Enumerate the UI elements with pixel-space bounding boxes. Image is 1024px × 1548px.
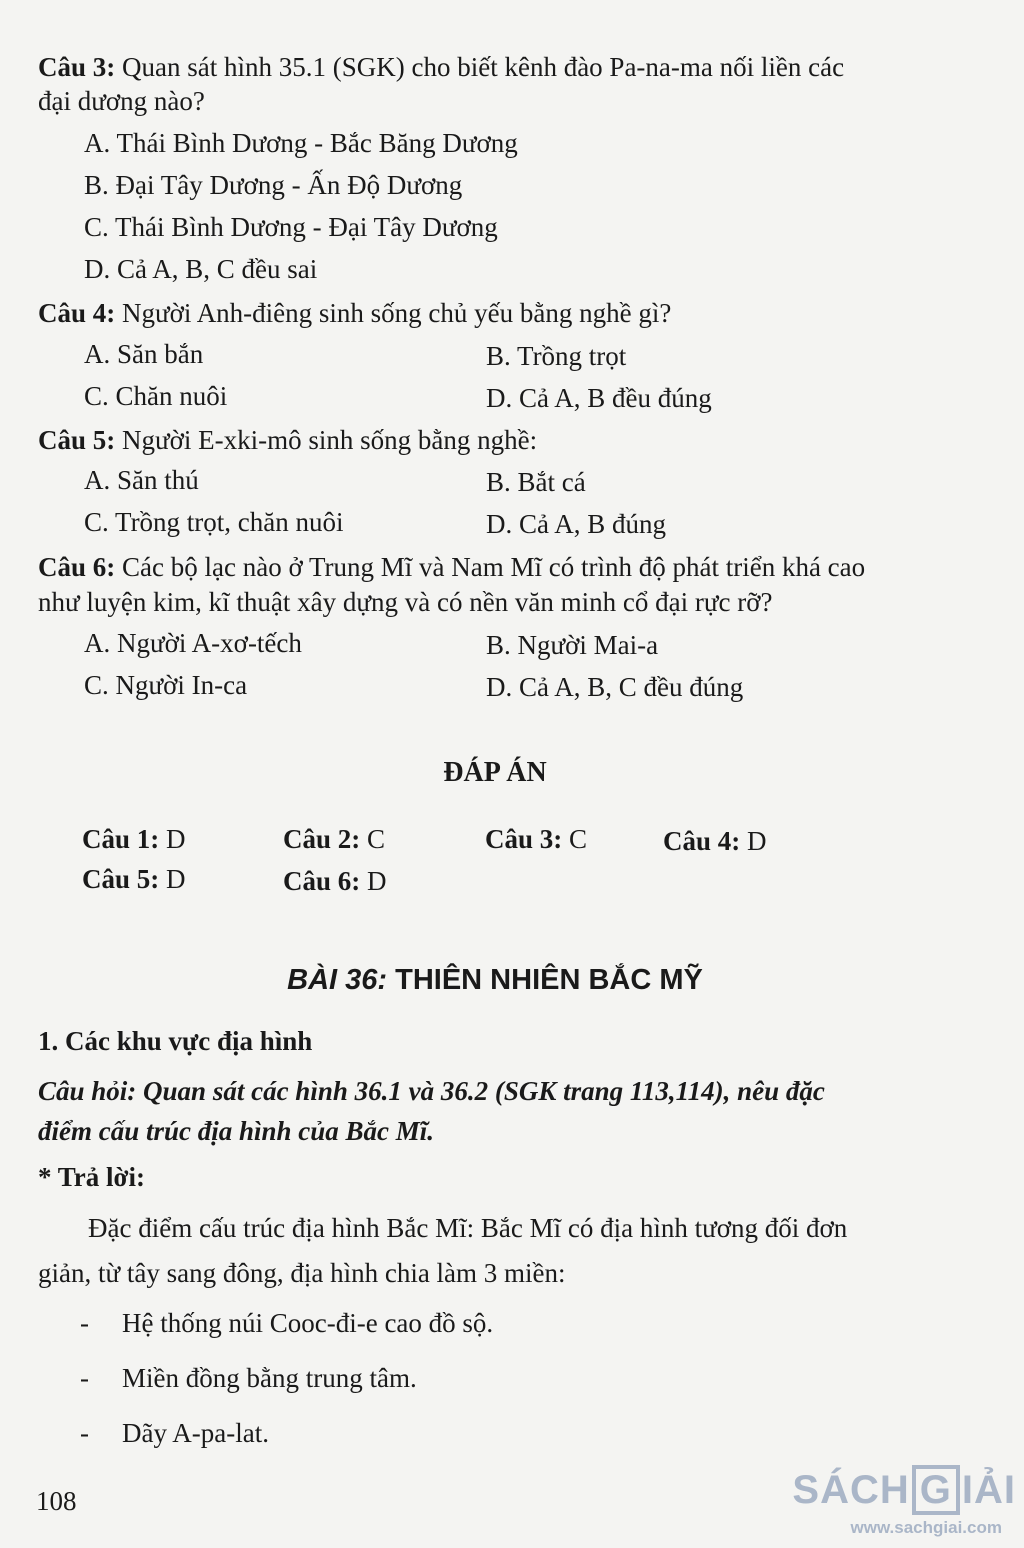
question-4-option-b: B. Trồng trọt xyxy=(486,341,627,371)
bullet-dash-3: - xyxy=(80,1418,89,1448)
question-3-option-c: C. Thái Bình Dương - Đại Tây Dương xyxy=(84,212,498,242)
answer-label: * Trả lời: xyxy=(38,1162,145,1192)
answer-1-value: D xyxy=(159,824,186,854)
question-4-option-d: D. Cả A, B đều đúng xyxy=(486,383,712,413)
question-6-text: Các bộ lạc nào ở Trung Mĩ và Nam Mĩ có trình độ phát triển khá cao xyxy=(115,552,866,582)
answer-5-label: Câu 5: xyxy=(82,864,160,894)
question-6-line2: như luyện kim, kĩ thuật xây dựng và có nền văn minh cổ đại rực rỡ? xyxy=(38,587,773,617)
answer-2-value: C xyxy=(360,824,386,854)
watermark-logo-box: G xyxy=(912,1465,960,1515)
bullet-1: Hệ thống núi Cooc-đi-e cao đồ sộ. xyxy=(122,1308,494,1338)
question-3-label: Câu 3: xyxy=(38,52,116,82)
lesson-title-rest: THIÊN NHIÊN BẮC MỸ xyxy=(387,964,703,996)
question-4-option-c: C. Chăn nuôi xyxy=(84,381,228,411)
question-4-label: Câu 4: xyxy=(38,298,116,328)
lesson-question-label: Câu hỏi: xyxy=(38,1076,137,1106)
question-6-option-a: A. Người A-xơ-tếch xyxy=(84,628,302,658)
bullet-3: Dãy A-pa-lat. xyxy=(122,1418,269,1448)
answer-1-label: Câu 1: xyxy=(82,824,160,854)
question-3-option-a: A. Thái Bình Dương - Bắc Băng Dương xyxy=(84,128,518,158)
question-5-label: Câu 5: xyxy=(38,425,116,455)
question-4-text: Người Anh-điêng sinh sống chủ yếu bằng nghề gì? xyxy=(115,298,672,328)
answer-4-label: Câu 4: xyxy=(663,826,741,856)
answer-1 xyxy=(82,822,186,856)
lesson-title-prefix: BÀI 36: xyxy=(287,964,388,996)
question-4-line xyxy=(38,296,671,330)
lesson-question-text: Quan sát các hình 36.1 và 36.2 (SGK trang 113,114), nêu đặc xyxy=(136,1076,825,1106)
question-4-option-a: A. Săn bắn xyxy=(84,339,204,369)
question-3-option-d: D. Cả A, B, C đều sai xyxy=(84,254,318,284)
watermark-logo xyxy=(792,1464,1016,1516)
bullet-dash-2: - xyxy=(80,1363,89,1393)
question-3-option-b: B. Đại Tây Dương - Ấn Độ Dương xyxy=(84,170,463,200)
answer-4 xyxy=(663,824,767,858)
question-6-label: Câu 6: xyxy=(38,552,116,582)
question-5-option-b: B. Bắt cá xyxy=(486,467,586,497)
question-5-text: Người E-xki-mô sinh sống bằng nghề: xyxy=(115,425,538,455)
answer-5 xyxy=(82,862,186,896)
question-5-option-d: D. Cả A, B đúng xyxy=(486,509,667,539)
question-6-option-c: C. Người In-ca xyxy=(84,670,248,700)
section-1-heading: 1. Các khu vực địa hình xyxy=(38,1026,313,1056)
question-3-line2: đại dương nào? xyxy=(38,86,205,116)
answer-3-value: C xyxy=(562,824,588,854)
question-5-option-c: C. Trồng trọt, chăn nuôi xyxy=(84,507,344,537)
question-6-line1 xyxy=(38,550,865,584)
watermark-logo-right: IẢI xyxy=(961,1467,1016,1512)
answer-2-label: Câu 2: xyxy=(283,824,361,854)
answer-2 xyxy=(283,822,385,856)
watermark-url: www.sachgiai.com xyxy=(850,1518,1002,1537)
lesson-question-line1 xyxy=(38,1074,825,1108)
question-3-line1 xyxy=(38,50,844,84)
bullet-dash-1: - xyxy=(80,1308,89,1338)
answer-6-label: Câu 6: xyxy=(283,866,361,896)
answer-6 xyxy=(283,864,387,898)
question-5-option-a: A. Săn thú xyxy=(84,465,199,495)
watermark-logo-left: SÁCH xyxy=(792,1467,910,1512)
answer-3 xyxy=(485,822,587,856)
question-6-option-d: D. Cả A, B, C đều đúng xyxy=(486,672,744,702)
answer-6-value: D xyxy=(360,866,387,896)
question-5-line xyxy=(38,423,537,457)
lesson-question-line2: điểm cấu trúc địa hình của Bắc Mĩ. xyxy=(38,1116,435,1146)
page-number: 108 xyxy=(36,1486,77,1516)
answer-3-label: Câu 3: xyxy=(485,824,563,854)
answer-4-value: D xyxy=(740,826,767,856)
bullet-2: Miền đồng bằng trung tâm. xyxy=(122,1363,417,1393)
answers-title: ĐÁP ÁN xyxy=(443,757,547,788)
question-6-option-b: B. Người Mai-a xyxy=(486,630,659,660)
answer-5-value: D xyxy=(159,864,186,894)
answer-paragraph-line1: Đặc điểm cấu trúc địa hình Bắc Mĩ: Bắc Mĩ có địa hình tương đối đơn xyxy=(88,1213,848,1243)
question-3-text: Quan sát hình 35.1 (SGK) cho biết kênh đào Pa-na-ma nối liền các xyxy=(115,52,845,82)
lesson-title xyxy=(0,962,990,998)
answer-paragraph-line2: giản, từ tây sang đông, địa hình chia làm 3 miền: xyxy=(38,1258,566,1288)
